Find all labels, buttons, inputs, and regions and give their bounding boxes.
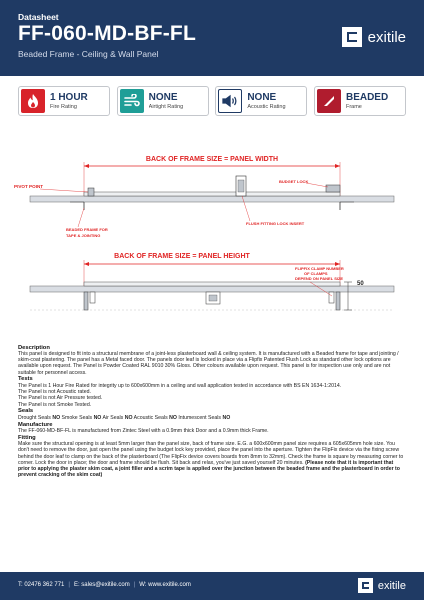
frame-rating-value: BEADED (345, 91, 389, 103)
fitting-heading: Fitting (18, 434, 36, 441)
rating-card-fire (18, 86, 110, 116)
tests-heading: Tests (18, 376, 33, 383)
acoustic-rating-label: Acoustic Rating (247, 103, 286, 110)
fire-rating-value: 1 HOUR (50, 91, 88, 103)
flipfix-clamp-label-line1: FLIPFIX CLAMP NUMBER (295, 266, 344, 271)
footer-brand-logo[interactable] (358, 578, 406, 593)
flame-icon (21, 89, 45, 113)
budget-lock-label: BUDGET LOCK (279, 179, 309, 184)
footer-bar (0, 572, 424, 600)
flipfix-clamp-label-line3: DEPEND ON PANEL SIZE (295, 276, 344, 281)
website-link[interactable]: W: www.exitile.com (139, 582, 191, 588)
seals-text: Drought Seals NO Smoke Seals NO Air Seals NO Acoustic Seals NO Intumescent Seals NO (18, 414, 231, 421)
section-top-view (30, 176, 394, 210)
description-text: This panel is designed to fit into a structural membrane of a joint-less plasterboard wall & ceiling system. It is manufactured with a Beaded frame for tape and jointing / skim-coat plastering. The panel has a Metal faced door. The panels door leaf is locked in place via a Flipfix Patented Flush Lock as standard other lock options are available upon request. The Panel is Powder Coated RAL 9010 30% Gloss. Other colours available upon request. This panel is for inspection use only and are not suitable for personnel access. (18, 350, 399, 376)
description-heading: Description (18, 344, 50, 351)
product-subtitle: Beaded Frame - Ceiling & Wall Panel (18, 49, 159, 59)
air-flow-icon (120, 89, 144, 113)
frame-corner-icon (317, 89, 341, 113)
fitting-note: (Please note that it is important that prior to applying the plaster skim coat, a joint filler and a scrim tape is applied over the junction between the beaded frame and the plasterboard in order to prevent cracking of the skim coat) (18, 459, 400, 479)
manufacture-heading: Manufacture (18, 421, 53, 428)
pivot-leader (40, 189, 88, 192)
panel-width-label: BACK OF FRAME SIZE = PANEL WIDTH (145, 156, 279, 163)
exitile-logo-icon (342, 27, 362, 47)
test-line: The Panel is not Air Pressure tested. (18, 395, 103, 402)
description-section (18, 344, 406, 479)
ratings-row (18, 86, 406, 116)
flipfix-clamp-label-line2: OF CLAMPS (304, 271, 328, 276)
pivot-point-label: PIVOT POINT (14, 184, 44, 189)
beaded-frame-label-line1: BEADED FRAME FOR (66, 227, 108, 232)
technical-drawing (10, 152, 414, 332)
rating-card-airtight (117, 86, 209, 116)
header-banner (0, 0, 424, 76)
frame-rating-label: Frame (345, 103, 362, 110)
seals-heading: Seals (18, 408, 34, 415)
product-code: FF-060-MD-BF-FL (18, 22, 196, 45)
brand-logo[interactable] (342, 27, 406, 47)
test-line: The Panel is 1 Hour Fire Rated for integrity up to 600x600mm in a ceiling and wall application tested in accordance with BS EN 1634-1:2014. (18, 382, 342, 389)
beaded-frame-label-line2: TAPE & JOINTING (66, 233, 101, 238)
manufacture-text: The FF-060-MD-BF-FL is manufactured from Zintec Steel with a 0.9mm thick Door and a 0.9mm thick Frame. (18, 427, 269, 434)
flush-lock-label: FLUSH FITTING LOCK INSERT (246, 221, 305, 226)
phone-number[interactable]: T: 02476 362 771 (18, 582, 65, 588)
section-side-view (30, 282, 394, 310)
test-line: The Panel is not Smoke Tested. (18, 401, 92, 408)
panel-height-label: BACK OF FRAME SIZE = PANEL HEIGHT (114, 253, 250, 260)
rating-card-acoustic (215, 86, 307, 116)
rating-card-frame (314, 86, 406, 116)
contact-info: T: 02476 362 771 | E: sales@exitile.com | W: www.exitile.com (18, 582, 191, 588)
airtight-rating-label: Airtight Rating (148, 103, 184, 110)
speaker-icon (218, 89, 242, 113)
depth-value: 50 (357, 281, 364, 287)
acoustic-rating-value: NONE (247, 91, 277, 103)
doc-type: Datasheet (18, 12, 59, 22)
fire-rating-label: Fire Rating (50, 103, 77, 110)
fitting-text: Make sure the structural opening is at least 5mm larger than the panel size, back of frame size. E.G. a 600x600mm panel size requires a 605x605mm hole size. You don't need to remove the door, just open the panel using the budget lock key provided, place the panel into the aperture. Tighten the FlipFix device via the fixing screw behind the door leaf to clamp on the back of the plasterboard (The FlipFix device covers boards from 8mm to 32mm). Check the frame is square by measuring corner to corner. Lock the door in place; the door and frame should be flush. Sit back and relax, you've just saved yourself 20 minutes. (Please note that it is important that prior to applying the plaster skim coat, a joint filler and a scrim tape is applied over the junction between the beaded frame and the plasterboard in order to prevent cracking of the skim coat) (18, 440, 404, 479)
test-line: The Panel is not Acoustic rated. (18, 389, 91, 396)
airtight-rating-value: NONE (148, 91, 178, 103)
brand-name: exitile (367, 28, 406, 46)
budget-lock-leader (306, 183, 328, 187)
beaded-frame-leader (78, 208, 84, 227)
footer-brand-name: exitile (377, 579, 406, 592)
exitile-logo-icon (358, 578, 373, 593)
email-link[interactable]: E: sales@exitile.com (73, 582, 130, 588)
